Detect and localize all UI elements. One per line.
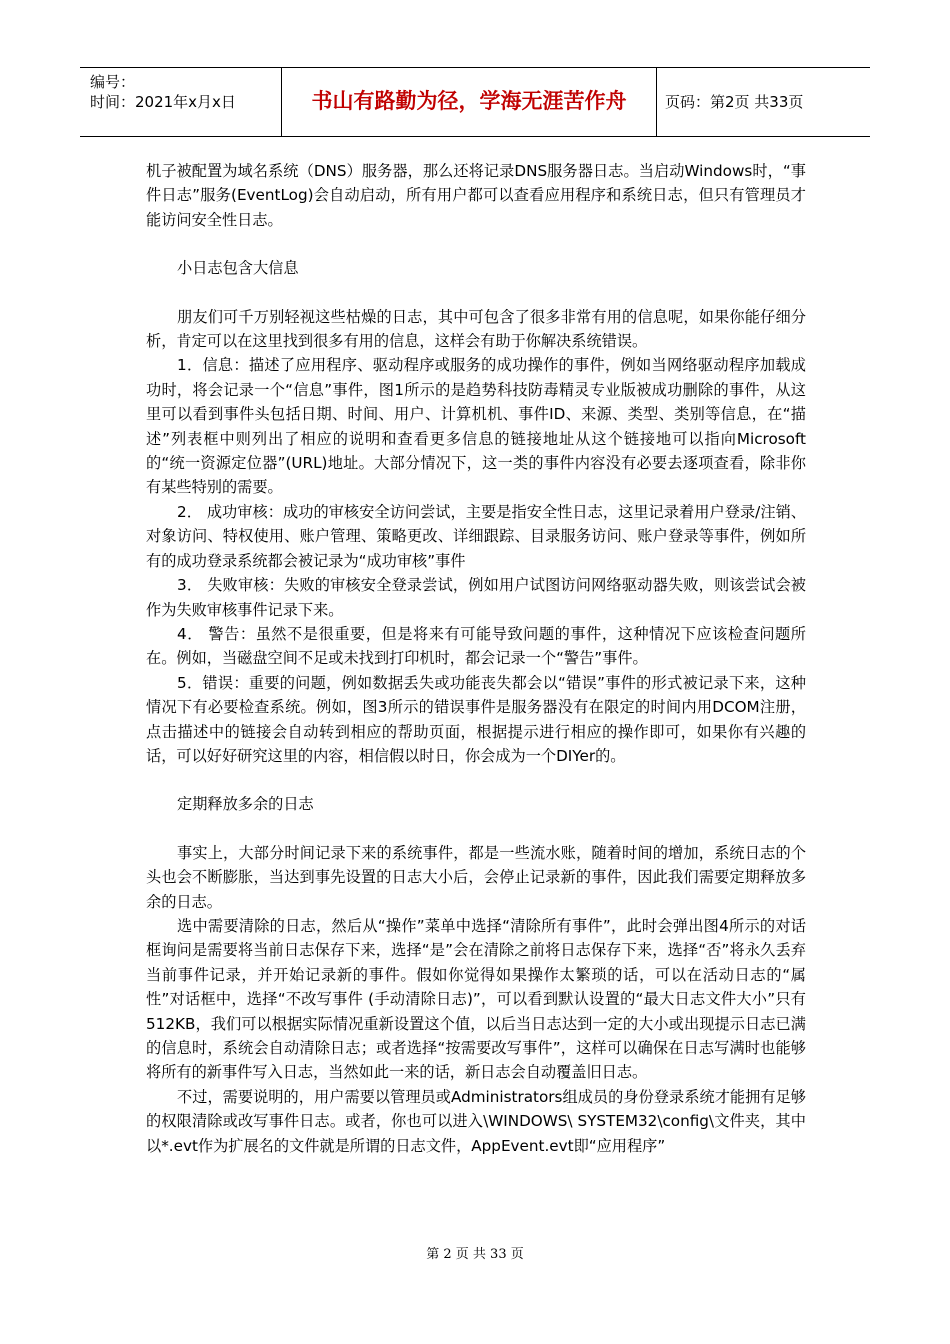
header-page-info: 页码：第2页 共33页 xyxy=(665,93,804,111)
list-item: 5．错误：重要的问题，例如数据丢失或功能丧失都会以“错误”事件的形式被记录下来，这种情况下有必要检查系统。例如，图3所示的错误事件是服务器没有在限定的时间内用DCOM注册，点击描述中的链接会自动转到相应的帮助页面，根据提示进行相应的操作即可，如果你有兴趣的话，可以好好研究这里的内容，相信假以时日，你会成为一个DIYer的。 xyxy=(146,673,806,765)
document-number-label: 编号： xyxy=(90,73,136,91)
page-header xyxy=(80,67,870,137)
paragraph: 事实上，大部分时间记录下来的系统事件，都是一些流水账，随着时间的增加，系统日志的个头也会不断膨胀，当达到事先设置的日志大小后，会停止记录新的事件，因此我们需要定期释放多余的日志。 xyxy=(146,843,806,911)
paragraph: 朋友们可千万别轻视这些枯燥的日志，其中可包含了很多非常有用的信息呢，如果你能仔细分析，肯定可以在这里找到很多有用的信息，这样会有助于你解决系统错误。 xyxy=(146,307,806,351)
section-heading: 小日志包含大信息 xyxy=(177,259,299,278)
section-heading: 定期释放多余的日志 xyxy=(177,795,314,814)
header-motto: 书山有路勤为径，学海无涯苦作舟 xyxy=(311,89,627,113)
paragraph: 机子被配置为域名系统（DNS）服务器，那么还将记录DNS服务器日志。当启动Windows时，“事件日志”服务(EventLog)会自动启动，所有用户都可以查看应用程序和系统日志，但只有管理员才能访问安全性日志。 xyxy=(146,162,806,229)
list-item: 4． 警告：虽然不是很重要，但是将来有可能导致问题的事件，这种情况下应该检查问题所在。例如，当磁盘空间不足或未找到打印机时，都会记录一个“警告”事件。 xyxy=(146,624,806,668)
document-time-label: 时间：2021年x月x日 xyxy=(90,93,236,111)
header-right-cell xyxy=(657,68,870,136)
paragraph: 不过，需要说明的，用户需要以管理员或Administrators组成员的身份登录系统才能拥有足够的权限清除或改写事件日志。或者，你也可以进入\WINDOWS\ SYSTEM32\config\文件夹，其中以*.evt作为扩展名的文件就是所谓的日志文件，AppEvent.evt即“应用程序” xyxy=(146,1087,806,1155)
list-item: 2． 成功审核：成功的审核安全访问尝试，主要是指安全性日志，这里记录着用户登录/注销、对象访问、特权使用、账户管理、策略更改、详细跟踪、目录服务访问、账户登录等事件，例如所有的成功登录系统都会被记录为“成功审核”事件 xyxy=(146,502,806,570)
paragraph: 选中需要清除的日志，然后从“操作”菜单中选择“清除所有事件”，此时会弹出图4所示的对话框询问是需要将当前日志保存下来，选择“是”会在清除之前将日志保存下来，选择“否”将永久丢弃当前事件记录，并开始记录新的事件。假如你觉得如果操作太繁琐的话，可以在活动日志的“属性”对话框中，选择“不改写事件 (手动清除日志)”，可以看到默认设置的“最大日志文件大小”只有512KB，我们可以根据实际情况重新设置这个值，以后当日志达到一定的大小或出现提示日志已满的信息时，系统会自动清除日志；或者选择“按需要改写事件”，这样可以确保在日志写满时也能够将所有的新事件写入日志，当然如此一来的话，新日志会自动覆盖旧日志。 xyxy=(146,916,806,1082)
document-body xyxy=(146,159,806,1158)
page-footer: 第 2 页 共 33 页 xyxy=(426,1247,524,1262)
header-center-cell xyxy=(281,68,657,136)
list-item: 3． 失败审核：失败的审核安全登录尝试，例如用户试图访问网络驱动器失败，则该尝试会被作为失败审核事件记录下来。 xyxy=(146,576,806,619)
header-left-cell xyxy=(80,68,281,136)
list-item: 1．信息：描述了应用程序、驱动程序或服务的成功操作的事件，例如当网络驱动程序加载成功时，将会记录一个“信息”事件，图1所示的是趋势科技防毒精灵专业版被成功删除的事件，从这里可以看到事件头包括日期、时间、用户、计算机机、事件ID、来源、类型、类别等信息，在“描述”列表框中则列出了相应的说明和查看更多信息的链接地址从这个链接地可以指向Microsoft的“统一资源定位器”(URL)地址。大部分情况下，这一类的事件内容没有必要去逐项查看，除非你有某些特别的需要。 xyxy=(146,356,806,497)
